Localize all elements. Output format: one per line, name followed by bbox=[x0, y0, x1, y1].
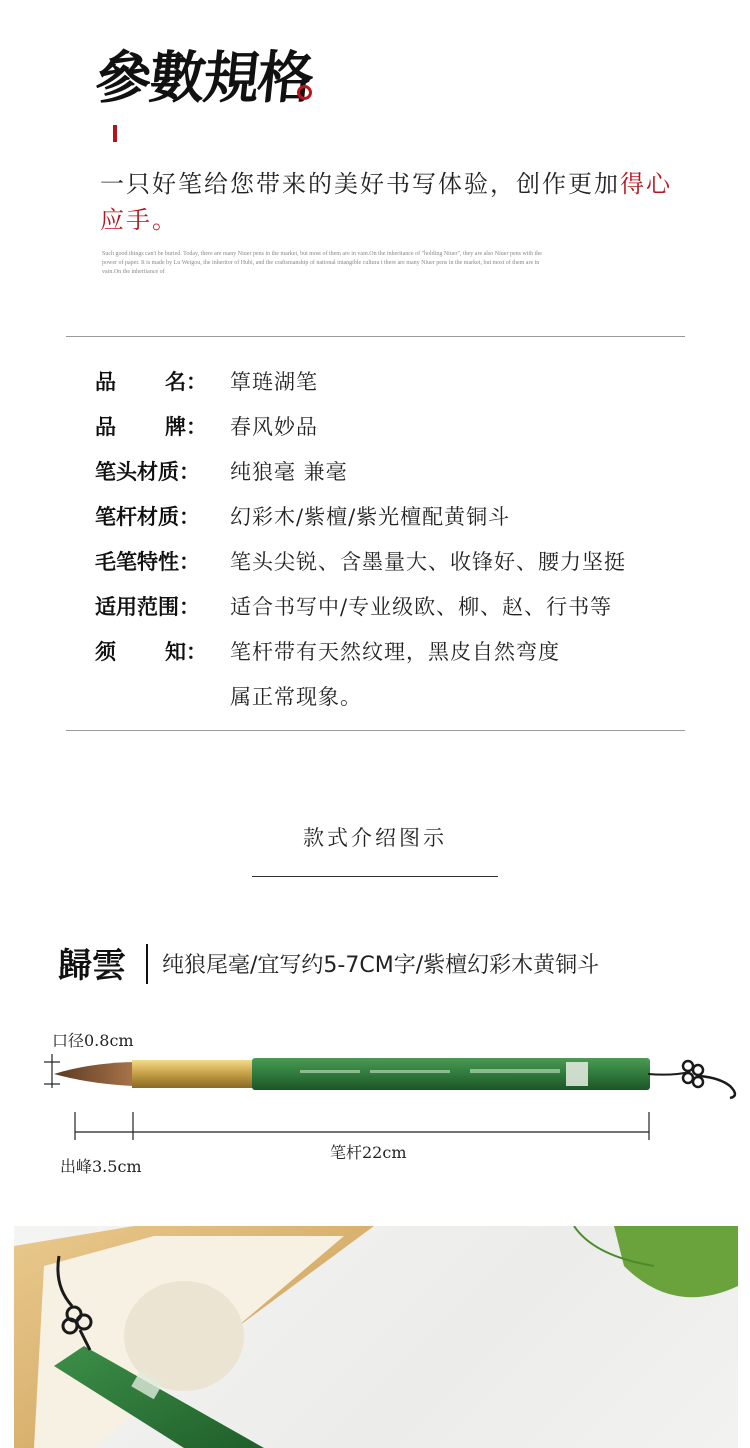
brush-shaft bbox=[252, 1058, 650, 1090]
spec-value: 属正常现象。 bbox=[230, 685, 362, 709]
spec-value: 春风妙品 bbox=[230, 415, 318, 439]
spec-key: 须 知： bbox=[95, 640, 207, 664]
spec-key: 品 名： bbox=[95, 370, 207, 394]
spec-value: 笔杆带有天然纹理，黑皮自然弯度 bbox=[230, 640, 560, 664]
tip-length-label: 出峰3.5cm bbox=[60, 1157, 142, 1176]
spec-key: 品 牌： bbox=[95, 415, 207, 439]
slogan-main: 一只好笔给您带来的美好书写体验，创作更加 bbox=[100, 170, 620, 198]
spec-key: 笔杆材质： bbox=[95, 505, 200, 529]
accent-bar bbox=[113, 125, 117, 142]
chinese-knot-icon bbox=[683, 1061, 735, 1098]
model-name: 歸雲 bbox=[58, 946, 126, 986]
divider-bottom bbox=[66, 730, 685, 731]
spec-value: 幻彩木/紫檀/紫光檀配黄铜斗 bbox=[230, 505, 511, 529]
shaft-label-plate bbox=[566, 1062, 588, 1086]
spec-key: 毛笔特性： bbox=[95, 550, 200, 574]
section-heading: 款式介绍图示 bbox=[303, 826, 447, 850]
page-title: 參數規格 bbox=[92, 45, 316, 111]
diameter-bracket bbox=[44, 1054, 60, 1088]
diameter-label: 口径0.8cm bbox=[52, 1031, 134, 1050]
divider-top bbox=[66, 336, 685, 337]
product-photo bbox=[14, 1226, 738, 1448]
fine-print: Such good things can't be buried. Today, there are many Niuer pens in the market, but most of them are in vain.On the inheritance of "holding Niuer", they are also Niuer pens with the power of paper. It is made by Lu Weigou, the inheritor of Hubi, and the craftsmanship of national intangible cultura t there are many Niuer pens in the market, but most of them are in vain.On the inheritance of bbox=[102, 251, 542, 275]
brush-tip bbox=[54, 1062, 134, 1086]
spec-key: 适用范围： bbox=[95, 595, 200, 619]
title-dot-ornament bbox=[297, 85, 312, 100]
product-photo-illustration bbox=[14, 1226, 738, 1448]
length-measure bbox=[75, 1112, 649, 1140]
model-separator bbox=[146, 944, 148, 984]
spec-key: 笔头材质： bbox=[95, 460, 200, 484]
section-underline bbox=[252, 876, 498, 877]
slogan bbox=[100, 166, 680, 238]
slogan-highlight: 得心应手。 bbox=[100, 170, 672, 234]
model-description: 纯狼尾毫/宜写约5-7CM字/紫檀幻彩木黄铜斗 bbox=[162, 953, 600, 978]
brass-ferrule bbox=[132, 1060, 254, 1088]
shaft-length-label: 笔杆22cm bbox=[330, 1143, 407, 1162]
spec-value: 笔头尖锐、含墨量大、收锋好、腰力坚挺 bbox=[230, 550, 626, 574]
spec-value: 䈇琏湖笔 bbox=[230, 370, 318, 394]
spec-value: 纯狼毫 兼毫 bbox=[230, 460, 348, 484]
brush-diagram bbox=[0, 1040, 750, 1150]
spec-value: 适合书写中/专业级欧、柳、赵、行书等 bbox=[230, 595, 613, 619]
